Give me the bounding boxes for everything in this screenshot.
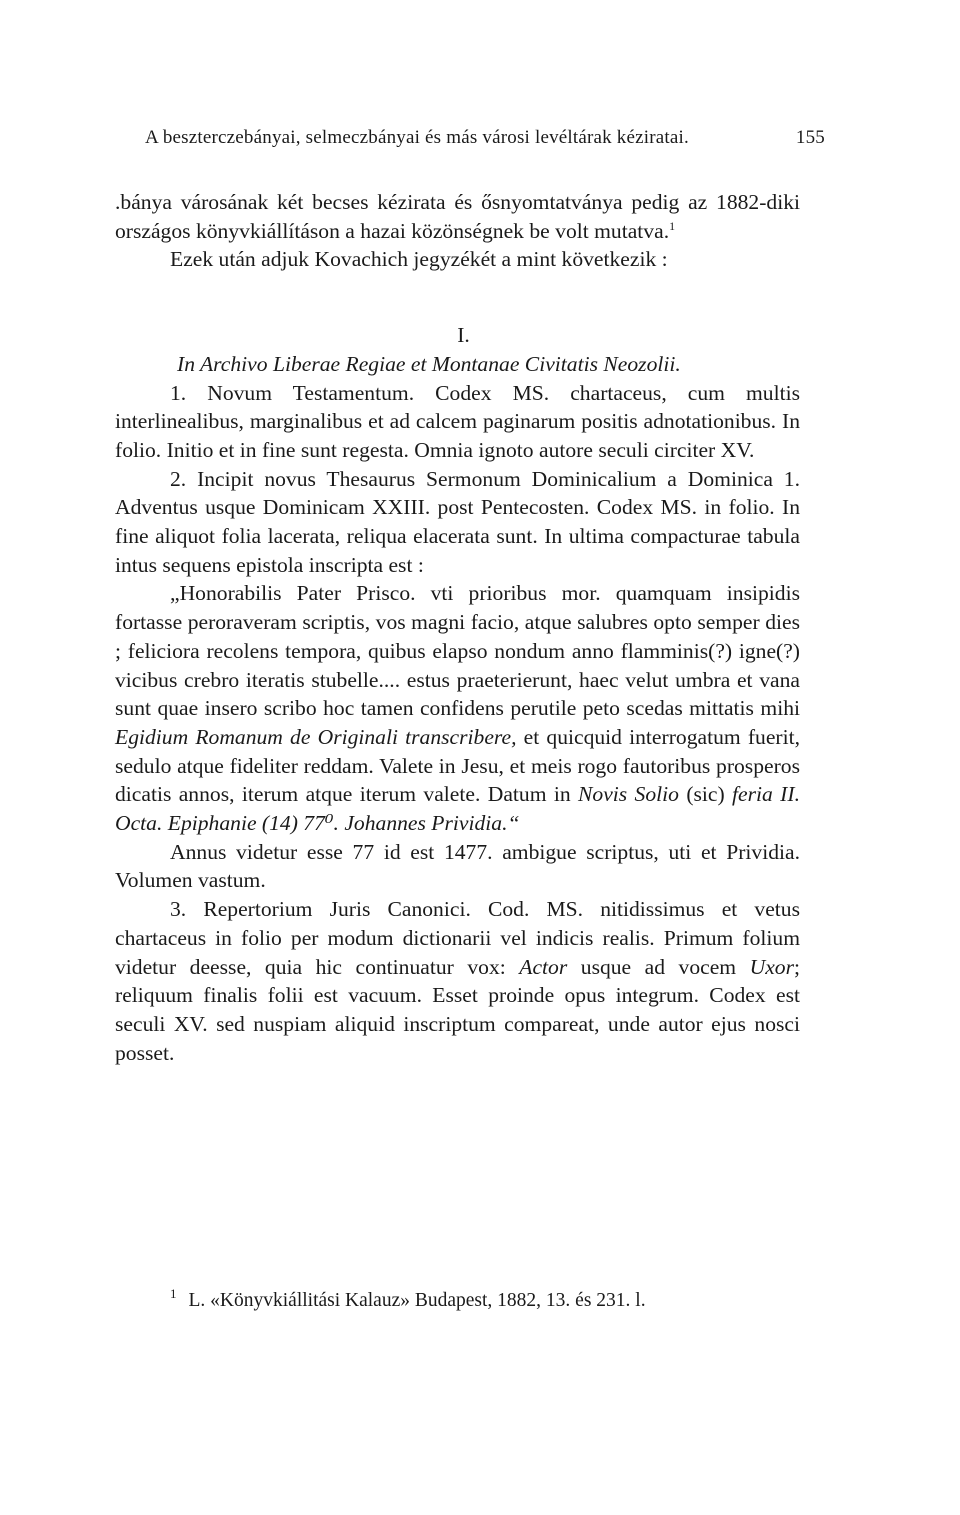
body-text <box>115 188 800 1067</box>
footnote-ref: 1 <box>669 218 676 233</box>
footnote <box>170 1286 800 1312</box>
item-2: 2. Incipit novus Thesaurus Sermonum Dominicalium a Dominica 1. Adventus usque Dominicam XXIII. post Pentecosten. Codex MS. in folio. In fine aliquot folia lacerata, reliqua elacerata sunt. In ultima compacturae tabula intus sequens epistola inscripta est : <box>115 466 800 577</box>
section-heading: I. <box>457 323 470 348</box>
item-1: 1. Novum Testamentum. Codex MS. chartaceus, cum multis interlinealibus, marginalibus et ad calcem paginarum positis adnotationibus. In folio. Initio et in fine sunt regesta. Omnia ignoto autore seculi circiter XV. <box>115 380 800 462</box>
archive-location: In Archivo Liberae Regiae et Montanae Civitatis Neozolii. <box>177 351 681 376</box>
footnote-mark: 1 <box>170 1286 177 1301</box>
item-3: 3. Repertorium Juris Canonici. Cod. MS. nitidissimus et vetus chartaceus in folio per modum dictionarii vel indicis realis. Primum folium videtur deesse, quia hic continuatur vox: Actor usque ad vocem Uxor; reliquum finalis folii est vacuum. Esset proinde opus integrum. Codex est seculi XV. sed nuspiam aliquid inscriptum compareat, unde autor ejus nosci posset. <box>115 897 801 1065</box>
paragraph-intro: .bánya városának két becses kézirata és ősnyomtatványa pedig az 1882-diki országos könyvkiállításon a hazai közönségnek be volt mutatva.$^1$ <box>115 190 800 243</box>
running-header <box>145 127 825 149</box>
running-title: A beszterczebányai, selmeczbányai és más városi levéltárak kéziratai. <box>145 127 689 148</box>
quoted-letter: „Honorabilis Pater Prisco. vti prioribus mor. quamquam insipidis fortasse peroraveram scriptis, vos magni facio, atque salubres opto semper dies ; feliciora recolens tempora, quibus elapso nondum anno flamminis(?) igne(?) vicibus crebro iteratis stubelle.... estus praeterierunt, haec velut umbra et vana sunt quae insero scribo hoc tamen confidens perutile peto scedas mittatis mihi Egidium Romanum de Originali transcribere, et quicquid interrogatum fuerit, sedulo atque fideliter reddam. Valete in Jesu, et meis rogo fautoribus prosperos dicatis annos, iterum atque iterum valete. Datum in Novis Solio (sic) feria II. Octa. Epiphanie (14) 77⁰. Johannes Prividia.“ <box>115 581 800 836</box>
item-2-note: Annus videtur esse 77 id est 1477. ambigue scriptus, uti et Prividia. Volumen vastum. <box>115 839 800 893</box>
footnote-text: L. «Könyvkiállitási Kalauz» Budapest, 1882, 13. és 231. l. <box>188 1290 646 1311</box>
page-number: 155 <box>795 127 825 148</box>
paragraph-list-intro: Ezek után adjuk Kovachich jegyzékét a mint következik : <box>170 247 668 272</box>
